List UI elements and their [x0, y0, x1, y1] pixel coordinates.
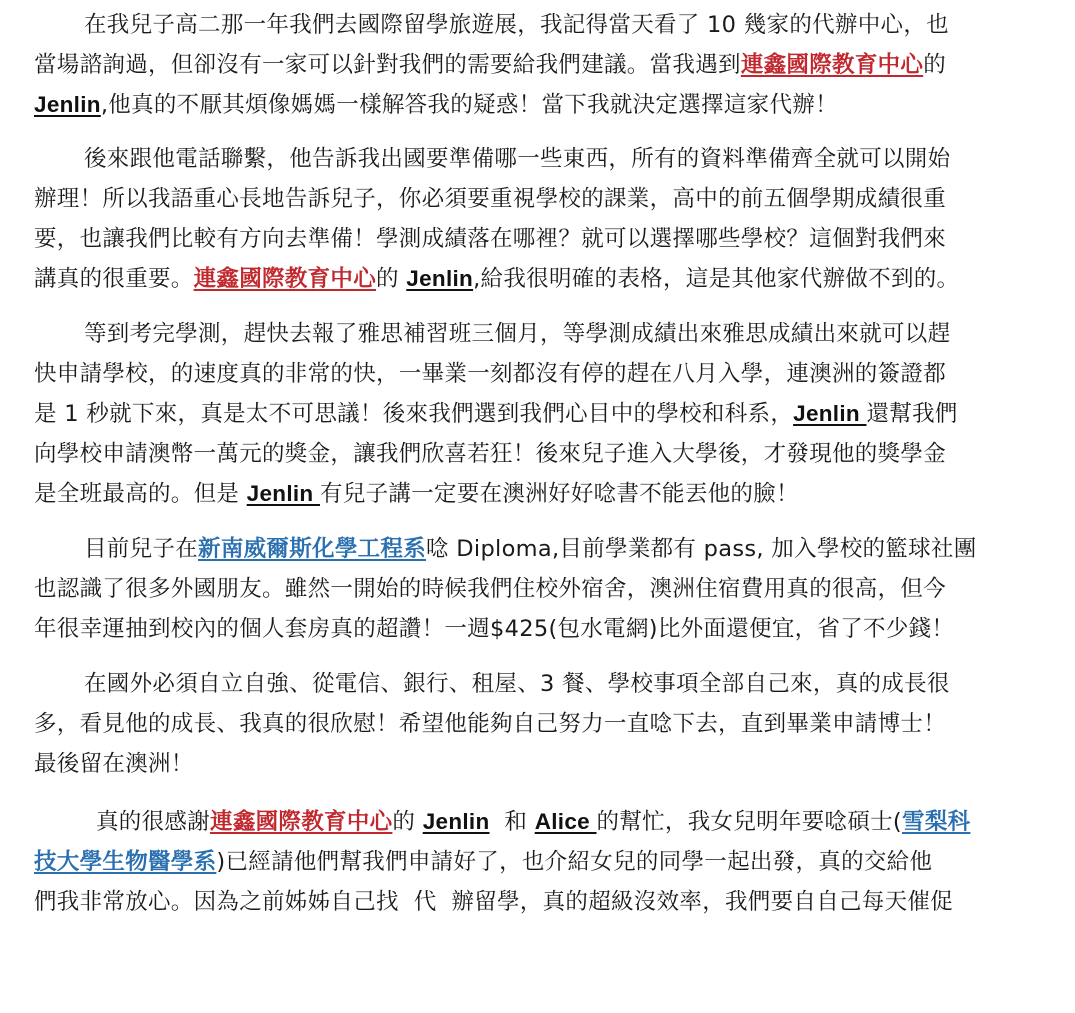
text-line	[34, 179, 1038, 219]
text-line	[34, 314, 1038, 354]
paragraph-6	[34, 802, 1038, 922]
department-link[interactable]: 雪梨科	[902, 809, 971, 835]
text-line	[34, 139, 1038, 179]
text-run: 目前兒子在	[84, 536, 199, 562]
paragraph-spacer	[34, 784, 1038, 802]
paragraph-spacer	[34, 514, 1038, 529]
text-run: 最後留在澳洲！	[34, 751, 194, 777]
text-run: 的	[392, 809, 423, 835]
text-run: 的	[376, 266, 407, 292]
text-run: 還幫我們	[866, 401, 958, 427]
person-name-emphasis: Jenlin	[246, 481, 321, 506]
text-line	[34, 882, 1038, 922]
text-run: 年很幸運抽到校內的個人套房真的超讚！一週$425(包水電網)比外面還便宜，省了不少錢！	[34, 616, 955, 642]
text-line	[34, 744, 1038, 784]
paragraph-5	[34, 664, 1038, 784]
text-line	[34, 45, 1038, 85]
text-run: ,給我很明確的表格，這是其他家代辦做不到的。	[473, 266, 960, 292]
paragraph-1	[34, 0, 1038, 125]
text-run: 快申請學校，的速度真的非常的快，一畢業一刻都沒有停的趕在八月入學，連澳洲的簽證都	[34, 361, 947, 387]
paragraph-3	[34, 314, 1038, 514]
text-line	[34, 569, 1038, 609]
text-line	[34, 394, 1038, 434]
text-run: 是全班最高的。但是	[34, 481, 247, 507]
text-run: 在國外必須自立自強、從電信、銀行、租屋、3 餐、學校事項全部自己來，真的成長很	[84, 671, 950, 697]
text-run: 唸 Diploma,目前學業都有 pass, 加入學校的籃球社團	[426, 536, 977, 562]
text-run: 的幫忙，我女兒明年要唸碩士(	[596, 809, 903, 835]
text-line	[34, 529, 1038, 569]
paragraph-spacer	[34, 125, 1038, 139]
text-run: 們我非常放心。因為之前姊姊自己找 代 辦留學，真的超級沒效率，我們要自自己每天催促	[34, 889, 954, 915]
text-run: 有兒子講一定要在澳洲好好唸書不能丟他的臉！	[320, 481, 799, 507]
text-run: 等到考完學測，趕快去報了雅思補習班三個月，等學測成績出來雅思成績出來就可以趕	[84, 321, 951, 347]
text-run: 辦理！所以我語重心長地告訴兒子，你必須要重視學校的課業，高中的前五個學期成績很重	[34, 186, 947, 212]
text-run: )已經請他們幫我們申請好了，也介紹女兒的同學一起出發，真的交給他	[216, 849, 933, 875]
text-line	[34, 259, 1038, 299]
document-page	[34, 0, 1038, 922]
paragraph-2	[34, 139, 1038, 299]
text-line	[34, 474, 1038, 514]
text-run: 在我兒子高二那一年我們去國際留學旅遊展，我記得當天看了 10 幾家的代辦中心，也	[84, 12, 949, 38]
text-line	[34, 842, 1038, 882]
text-run: 當場諮詢過，但卻沒有一家可以針對我們的需要給我們建議。當我遇到	[34, 52, 741, 78]
person-name-emphasis: Jenlin	[34, 92, 101, 117]
text-run: 多，看見他的成長、我真的很欣慰！希望他能夠自己努力一直唸下去，直到畢業申請博士！	[34, 711, 947, 737]
person-name-emphasis: Jenlin	[793, 401, 867, 426]
text-run: 後來跟他電話聯繫，他告訴我出國要準備哪一些東西，所有的資料準備齊全就可以開始	[84, 146, 951, 172]
text-line	[34, 704, 1038, 744]
text-run: 的	[923, 52, 947, 78]
org-name-link[interactable]: 連鑫國際教育中心	[210, 809, 393, 835]
paragraph-spacer	[34, 649, 1038, 664]
text-run: 也認識了很多外國朋友。雖然一開始的時候我們住校外宿舍，澳洲住宿費用真的很高，但今	[34, 576, 947, 602]
text-run: 講真的很重要。	[34, 266, 194, 292]
text-line	[34, 85, 1038, 125]
department-link[interactable]: 技大學生物醫學系	[34, 849, 217, 875]
text-run: 真的很感謝	[96, 809, 211, 835]
person-name-emphasis: Jenlin	[406, 266, 474, 291]
text-line	[34, 609, 1038, 649]
text-run: 向學校申請澳幣一萬元的獎金，讓我們欣喜若狂！後來兒子進入大學後，才發現他的獎學金	[34, 441, 947, 467]
text-line	[34, 354, 1038, 394]
org-name-link[interactable]: 連鑫國際教育中心	[193, 266, 377, 292]
department-link[interactable]: 新南威爾斯化學工程系	[198, 536, 427, 562]
text-line	[34, 434, 1038, 474]
person-name-emphasis: Alice	[534, 809, 597, 834]
paragraph-4	[34, 529, 1038, 649]
person-name-emphasis: Jenlin	[422, 809, 490, 834]
text-line	[34, 219, 1038, 259]
org-name-link[interactable]: 連鑫國際教育中心	[740, 52, 924, 78]
text-line	[34, 664, 1038, 704]
text-line	[34, 802, 1038, 842]
text-line	[34, 5, 1038, 45]
text-run: 和	[489, 809, 535, 835]
text-run: ,他真的不厭其煩像媽媽一樣解答我的疑惑！當下我就決定選擇這家代辦！	[100, 92, 838, 118]
paragraph-spacer	[34, 299, 1038, 314]
text-run: 要，也讓我們比較有方向去準備！學測成績落在哪裡？就可以選擇哪些學校？這個對我們來	[34, 226, 947, 252]
text-run: 是 1 秒就下來，真是太不可思議！後來我們選到我們心目中的學校和科系，	[34, 401, 794, 427]
